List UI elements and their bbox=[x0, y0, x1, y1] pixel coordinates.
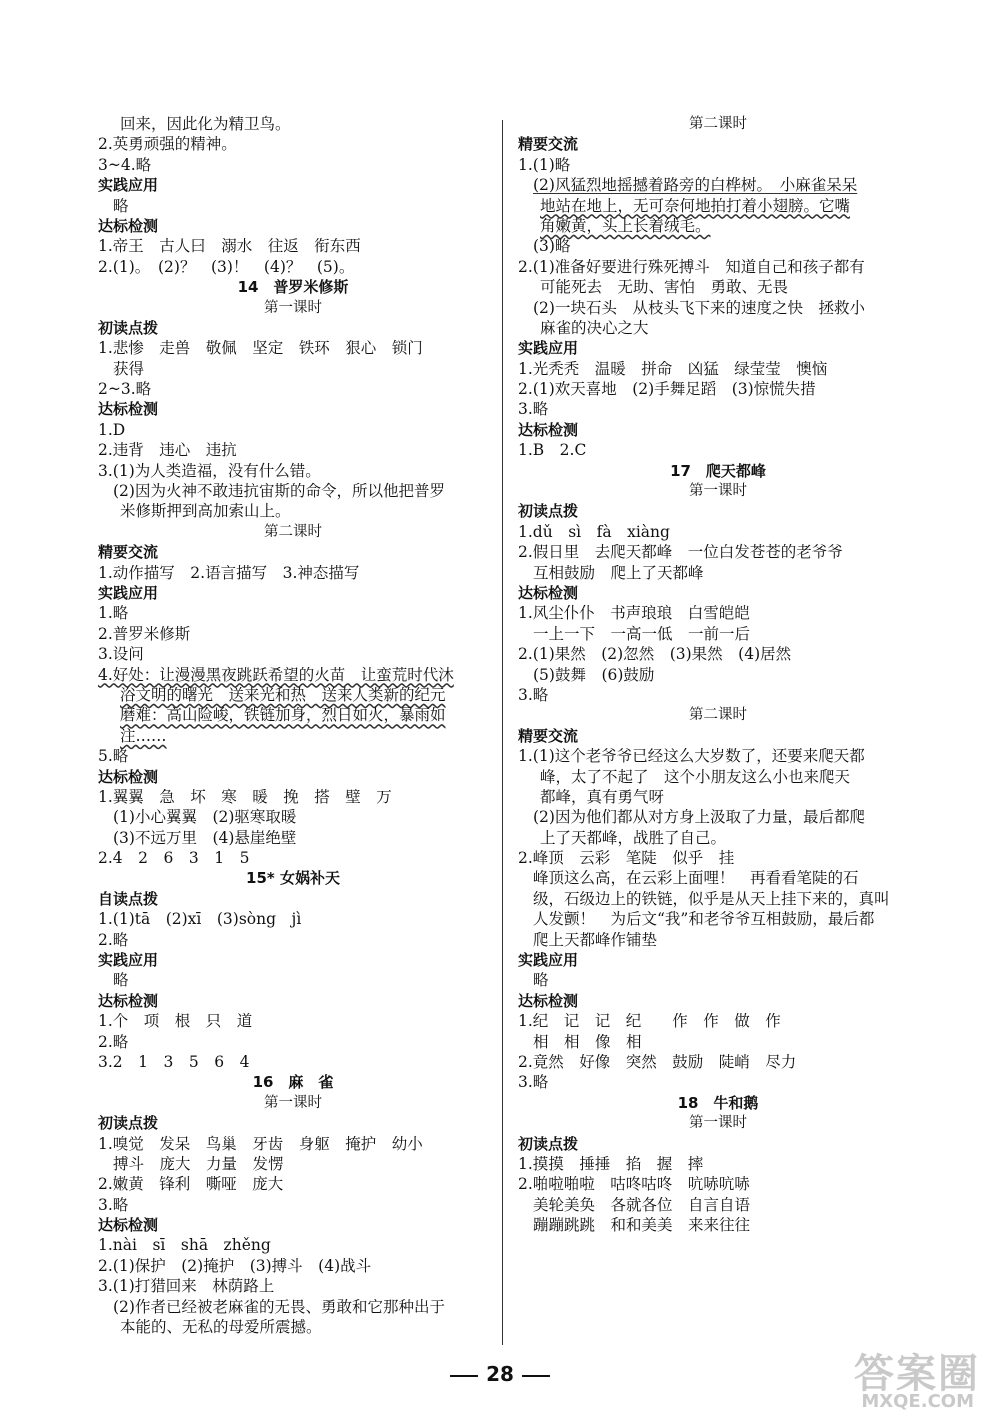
left-line bbox=[98, 1215, 488, 1235]
left-line bbox=[98, 338, 488, 358]
right-line bbox=[518, 1052, 918, 1072]
left-line bbox=[98, 216, 488, 236]
right-line-text: 1.(1)略 bbox=[518, 155, 571, 174]
left-line bbox=[98, 1276, 488, 1296]
left-line-text: 3.设问 bbox=[98, 645, 144, 664]
left-line bbox=[98, 114, 488, 134]
right-line-text: (2)因为他们都从对方身上汲取了力量，最后都爬 bbox=[533, 808, 865, 827]
left-line-text: 磨难：高山险峻，铁链加身，烈日如火，暴雨如 bbox=[120, 706, 446, 725]
left-line-text: 1.悲惨 走兽 敬佩 坚定 铁环 狠心 锁门 bbox=[98, 339, 423, 358]
right-line-text: 美轮美奂 各就各位 自言自语 bbox=[533, 1195, 751, 1214]
left-line bbox=[98, 644, 488, 664]
left-line-text: 达标检测 bbox=[98, 1216, 159, 1235]
right-line bbox=[518, 848, 918, 868]
left-line-text: 2.嫩黄 锋利 嘶哑 庞大 bbox=[98, 1175, 284, 1194]
right-line bbox=[518, 644, 918, 664]
right-line bbox=[518, 1032, 918, 1052]
left-line-text: 第一课时 bbox=[264, 1094, 322, 1111]
right-line bbox=[518, 767, 918, 787]
left-line-text: 浴文明的曙光 送来光和热 送来人类新的纪元 bbox=[120, 685, 446, 704]
watermark-sub: MXQE.COM bbox=[861, 1391, 974, 1412]
right-line-text: 3.略 bbox=[518, 1073, 549, 1092]
right-line bbox=[518, 1154, 918, 1174]
left-line-text: 注…… bbox=[120, 726, 167, 745]
right-line bbox=[518, 746, 918, 766]
right-line bbox=[518, 155, 918, 175]
left-line-text: 3.2 1 3 5 6 4 bbox=[98, 1052, 250, 1071]
left-line bbox=[98, 1297, 488, 1317]
left-line-text: 2.普罗米修斯 bbox=[98, 624, 191, 643]
right-line-text: 3.略 bbox=[518, 685, 549, 704]
left-line-text: 自读点拨 bbox=[98, 889, 159, 908]
right-line-text: 达标检测 bbox=[518, 583, 579, 602]
right-line bbox=[518, 1215, 918, 1235]
right-line-text: (3)略 bbox=[533, 237, 571, 256]
left-line-text: 实践应用 bbox=[98, 176, 159, 195]
right-line-text: 麻雀的决心之大 bbox=[540, 318, 649, 337]
left-line-text: 1.动作描写 2.语言描写 3.神态描写 bbox=[98, 563, 360, 582]
left-line bbox=[98, 1134, 488, 1154]
left-line bbox=[98, 155, 488, 175]
right-line bbox=[518, 216, 918, 236]
right-line bbox=[518, 1134, 918, 1154]
right-line-text: 1.纪 记 记 纪 作 作 做 作 bbox=[518, 1012, 781, 1031]
left-line bbox=[98, 991, 488, 1011]
left-column bbox=[98, 114, 488, 1337]
left-line bbox=[98, 624, 488, 644]
left-line-text: 略 bbox=[113, 971, 129, 990]
right-line-text: 人发颤！ 为后文“我”和老爷爷互相鼓励，最后都 bbox=[533, 910, 875, 929]
right-line-text: 18 牛和鹅 bbox=[677, 1093, 759, 1112]
right-line bbox=[518, 196, 918, 216]
left-line bbox=[98, 705, 488, 725]
page-number-text: 28 bbox=[486, 1362, 514, 1386]
left-line bbox=[98, 1011, 488, 1031]
left-line bbox=[98, 828, 488, 848]
left-line-text: 16 麻 雀 bbox=[252, 1073, 334, 1092]
right-line bbox=[518, 522, 918, 542]
right-line-text: (2)一块石头 从枝头飞下来的速度之快 拯救小 bbox=[533, 298, 865, 317]
right-line bbox=[518, 542, 918, 562]
left-line-text: 精要交流 bbox=[98, 543, 159, 562]
right-line bbox=[518, 909, 918, 929]
right-line-text: 17 爬天都峰 bbox=[670, 461, 766, 480]
right-line bbox=[518, 399, 918, 419]
right-line-text: (5)鼓舞 (6)鼓励 bbox=[533, 665, 655, 684]
right-line bbox=[518, 440, 918, 460]
right-line-text: 一上一下 一高一低 一前一后 bbox=[533, 624, 751, 643]
right-line-text: 2.假日里 去爬天都峰 一位白发苍苍的老爷爷 bbox=[518, 543, 843, 562]
left-line-text: 本能的、无私的母爱所震撼。 bbox=[120, 1318, 322, 1337]
right-line bbox=[518, 950, 918, 970]
right-line bbox=[518, 991, 918, 1011]
left-line-text: 略 bbox=[113, 196, 129, 215]
left-line bbox=[98, 522, 488, 542]
right-line bbox=[518, 318, 918, 338]
left-line-text: 初读点拨 bbox=[98, 318, 159, 337]
right-line bbox=[518, 236, 918, 256]
right-line-text: 第一课时 bbox=[689, 483, 747, 500]
right-line bbox=[518, 114, 918, 134]
right-line bbox=[518, 1072, 918, 1092]
left-line-text: 1.D bbox=[98, 420, 126, 439]
left-line-text: 1.个 项 根 只 道 bbox=[98, 1012, 253, 1031]
left-line bbox=[98, 1093, 488, 1113]
left-line bbox=[98, 420, 488, 440]
right-line bbox=[518, 298, 918, 318]
left-line bbox=[98, 461, 488, 481]
right-line-text: 蹦蹦跳跳 和和美美 来来往往 bbox=[533, 1216, 751, 1235]
left-line bbox=[98, 257, 488, 277]
left-line-text: 14 普罗米修斯 bbox=[237, 278, 349, 297]
right-line bbox=[518, 705, 918, 725]
left-line bbox=[98, 134, 488, 154]
dash-right bbox=[522, 1375, 550, 1377]
left-line-text: (2)因为火神不敢违抗宙斯的命令，所以他把普罗 bbox=[113, 482, 445, 501]
watermark-logo bbox=[820, 1342, 980, 1412]
left-line-text: 2.略 bbox=[98, 930, 129, 949]
right-line-text: 实践应用 bbox=[518, 339, 579, 358]
right-line-text: 2.竟然 好像 突然 鼓励 陡峭 尽力 bbox=[518, 1052, 797, 1071]
left-line-text: 3.(1)打猎回来 林荫路上 bbox=[98, 1277, 275, 1296]
right-line bbox=[518, 175, 918, 195]
left-line bbox=[98, 1113, 488, 1133]
left-line bbox=[98, 726, 488, 746]
right-line-text: 地站在地上，无可奈何地拍打着小翅膀。它嘴 bbox=[540, 196, 851, 215]
right-line-text: 达标检测 bbox=[518, 420, 579, 439]
left-line bbox=[98, 1317, 488, 1337]
left-line bbox=[98, 1032, 488, 1052]
right-line-text: 爬上天都峰作铺垫 bbox=[533, 930, 658, 949]
left-line-text: 5.略 bbox=[98, 747, 129, 766]
right-line-text: 第一课时 bbox=[689, 1115, 747, 1132]
left-line-text: 1.嗅觉 发呆 鸟巢 牙齿 身躯 掩护 幼小 bbox=[98, 1134, 423, 1153]
left-line bbox=[98, 848, 488, 868]
right-line bbox=[518, 583, 918, 603]
right-line bbox=[518, 1011, 918, 1031]
right-line-text: 第二课时 bbox=[689, 707, 747, 724]
dash-left bbox=[450, 1375, 478, 1377]
left-line-text: 第一课时 bbox=[264, 299, 322, 316]
left-line bbox=[98, 583, 488, 603]
right-line-text: 级，石级边上的铁链，似乎是从天上挂下来的，真叫 bbox=[533, 889, 890, 908]
right-line bbox=[518, 787, 918, 807]
right-column bbox=[518, 114, 918, 1235]
right-line bbox=[518, 501, 918, 521]
left-line-text: 2.略 bbox=[98, 1032, 129, 1051]
left-line-text: 搏斗 庞大 力量 发愣 bbox=[113, 1154, 284, 1173]
left-line bbox=[98, 665, 488, 685]
left-line-text: 2.4 2 6 3 1 5 bbox=[98, 849, 250, 868]
left-line-text: 1.翼翼 急 坏 寒 暖 挽 搭 壁 万 bbox=[98, 787, 392, 806]
left-line bbox=[98, 909, 488, 929]
left-line bbox=[98, 603, 488, 623]
right-line-text: 精要交流 bbox=[518, 135, 579, 154]
left-line bbox=[98, 1072, 488, 1092]
right-line-text: 实践应用 bbox=[518, 951, 579, 970]
right-line-text: 2.(1)准备好要进行殊死搏斗 知道自己和孩子都有 bbox=[518, 257, 865, 276]
left-line bbox=[98, 930, 488, 950]
right-line-text: 峰顶这么高，在云彩上面哩！ 再看看笔陡的石 bbox=[533, 869, 859, 888]
right-line bbox=[518, 1113, 918, 1133]
right-line-text: 初读点拨 bbox=[518, 1134, 579, 1153]
left-line bbox=[98, 501, 488, 521]
right-line-text: 上了天都峰，战胜了自己。 bbox=[540, 828, 727, 847]
right-line bbox=[518, 1093, 918, 1113]
right-line bbox=[518, 359, 918, 379]
left-line-text: 2.英勇顽强的精神。 bbox=[98, 135, 237, 154]
right-line-text: 达标检测 bbox=[518, 991, 579, 1010]
left-line bbox=[98, 1235, 488, 1255]
right-line bbox=[518, 1174, 918, 1194]
left-line bbox=[98, 889, 488, 909]
right-line bbox=[518, 726, 918, 746]
left-line-text: 达标检测 bbox=[98, 991, 159, 1010]
right-line bbox=[518, 1195, 918, 1215]
left-line-text: 达标检测 bbox=[98, 216, 159, 235]
right-line bbox=[518, 420, 918, 440]
left-line bbox=[98, 787, 488, 807]
right-line-text: 2.(1)果然 (2)忽然 (3)果然 (4)居然 bbox=[518, 645, 792, 664]
right-line-text: 互相鼓励 爬上了天都峰 bbox=[533, 563, 704, 582]
right-line-text: 1.风尘仆仆 书声琅琅 白雪皑皑 bbox=[518, 604, 750, 623]
left-line-text: 回来，因此化为精卫鸟。 bbox=[120, 115, 291, 133]
right-line bbox=[518, 461, 918, 481]
right-line bbox=[518, 277, 918, 297]
right-line-text: 相 相 像 相 bbox=[533, 1032, 642, 1051]
right-line bbox=[518, 665, 918, 685]
right-line-text: 1.dǔ sì fà xiàng bbox=[518, 522, 670, 541]
right-line-text: 角嫩黄，头上长着绒毛。 bbox=[540, 216, 711, 235]
right-line bbox=[518, 868, 918, 888]
left-line bbox=[98, 746, 488, 766]
left-line bbox=[98, 175, 488, 195]
right-line bbox=[518, 379, 918, 399]
left-line bbox=[98, 950, 488, 970]
left-line bbox=[98, 481, 488, 501]
right-line bbox=[518, 889, 918, 909]
left-line bbox=[98, 318, 488, 338]
left-line bbox=[98, 563, 488, 583]
right-line bbox=[518, 624, 918, 644]
left-line-text: 4.好处：让漫漫黑夜跳跃希望的火苗 让蛮荒时代沐 bbox=[98, 665, 454, 684]
right-line bbox=[518, 338, 918, 358]
right-line-text: 略 bbox=[533, 971, 549, 990]
left-line-text: 实践应用 bbox=[98, 583, 159, 602]
right-line-text: 可能死去 无助、害怕 勇敢、无畏 bbox=[540, 278, 789, 297]
left-line-text: 达标检测 bbox=[98, 767, 159, 786]
right-line bbox=[518, 930, 918, 950]
right-line-text: 初读点拨 bbox=[518, 502, 579, 521]
right-line bbox=[518, 828, 918, 848]
left-line bbox=[98, 542, 488, 562]
left-line-text: 初读点拨 bbox=[98, 1114, 159, 1133]
right-line bbox=[518, 257, 918, 277]
left-line-text: 米修斯押到高加索山上。 bbox=[120, 502, 291, 521]
left-line-text: 15* 女娲补天 bbox=[246, 869, 340, 888]
left-line bbox=[98, 277, 488, 297]
left-line-text: (3)不远万里 (4)悬崖绝壁 bbox=[113, 828, 297, 847]
right-line bbox=[518, 134, 918, 154]
left-line bbox=[98, 868, 488, 888]
left-line-text: 1.(1)tā (2)xī (3)sòng jì bbox=[98, 910, 302, 929]
left-line-text: 3~4.略 bbox=[98, 155, 152, 174]
left-line bbox=[98, 1174, 488, 1194]
left-line bbox=[98, 440, 488, 460]
left-line-text: 达标检测 bbox=[98, 400, 159, 419]
right-line-text: 精要交流 bbox=[518, 726, 579, 745]
left-line-text: 2.(1)。 (2)？ (3)！ (4)？ (5)。 bbox=[98, 257, 355, 276]
right-line bbox=[518, 563, 918, 583]
left-line bbox=[98, 399, 488, 419]
left-line-text: 2~3.略 bbox=[98, 380, 152, 399]
left-line bbox=[98, 685, 488, 705]
right-line-text: 峰，太了不起了 这个小朋友这么小也来爬天 bbox=[540, 767, 851, 786]
right-line-text: 2.(1)欢天喜地 (2)手舞足蹈 (3)惊慌失措 bbox=[518, 380, 816, 399]
right-line-text: 1.摸摸 捶捶 掐 握 摔 bbox=[518, 1154, 704, 1173]
right-line-text: 都峰，真有勇气呀 bbox=[540, 787, 665, 806]
left-line bbox=[98, 807, 488, 827]
right-line bbox=[518, 807, 918, 827]
right-line-text: 3.略 bbox=[518, 400, 549, 419]
left-line bbox=[98, 236, 488, 256]
left-line-text: 第二课时 bbox=[264, 523, 322, 540]
left-line bbox=[98, 970, 488, 990]
left-line bbox=[98, 1052, 488, 1072]
left-line bbox=[98, 359, 488, 379]
right-line bbox=[518, 481, 918, 501]
left-line bbox=[98, 1195, 488, 1215]
left-line-text: (2)作者已经被老麻雀的无畏、勇敢和它那种出于 bbox=[113, 1297, 445, 1316]
right-line-text: 2.啪啦啪啦 咕咚咕咚 吭哧吭哧 bbox=[518, 1175, 750, 1194]
left-line bbox=[98, 767, 488, 787]
left-line-text: 获得 bbox=[113, 359, 145, 378]
left-line bbox=[98, 379, 488, 399]
left-line-text: 3.(1)为人类造福，没有什么错。 bbox=[98, 461, 321, 480]
column-divider bbox=[502, 120, 503, 1345]
left-line-text: 实践应用 bbox=[98, 951, 159, 970]
right-line-text: 2.峰顶 云彩 笔陡 似乎 挂 bbox=[518, 849, 735, 868]
right-line-text: (2)风猛烈地摇撼着路旁的白桦树。 小麻雀呆呆 bbox=[533, 176, 858, 195]
watermark-main: 答案圈 bbox=[854, 1351, 980, 1397]
left-line-text: 2.违背 违心 违抗 bbox=[98, 441, 237, 460]
right-line-text: 1.光秃秃 温暖 拼命 凶猛 绿莹莹 懊恼 bbox=[518, 359, 828, 378]
left-line bbox=[98, 298, 488, 318]
right-line bbox=[518, 603, 918, 623]
right-line-text: 第二课时 bbox=[689, 116, 747, 132]
left-line-text: 3.略 bbox=[98, 1195, 129, 1214]
left-line bbox=[98, 1154, 488, 1174]
left-line-text: 2.(1)保护 (2)掩护 (3)搏斗 (4)战斗 bbox=[98, 1256, 372, 1275]
left-line-text: (1)小心翼翼 (2)驱寒取暖 bbox=[113, 808, 297, 827]
right-line-text: 1.B 2.C bbox=[518, 441, 587, 460]
left-line bbox=[98, 196, 488, 216]
right-line bbox=[518, 685, 918, 705]
left-line-text: 1.帝王 古人曰 溺水 往返 衔东西 bbox=[98, 237, 361, 256]
right-line bbox=[518, 970, 918, 990]
right-line-text: 1.(1)这个老爷爷已经这么大岁数了，还要来爬天都 bbox=[518, 747, 865, 766]
left-line bbox=[98, 1256, 488, 1276]
left-line-text: 1.略 bbox=[98, 604, 129, 623]
left-line-text: 1.nài sī shā zhěng bbox=[98, 1236, 271, 1255]
